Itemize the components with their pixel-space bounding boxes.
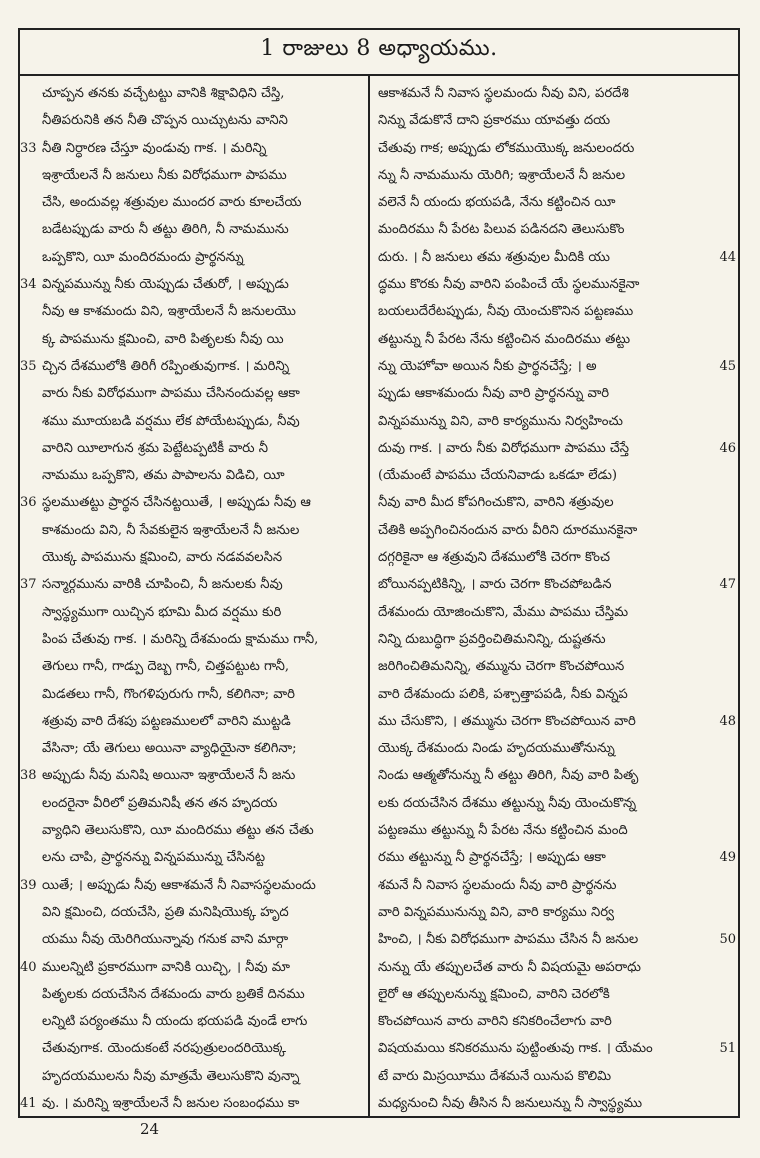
line-text: బయలుదేరేటప్పుడు, నీవు యెంచుకొనిన పట్టణము bbox=[378, 304, 634, 320]
text-line bbox=[372, 135, 738, 162]
text-line bbox=[372, 216, 738, 243]
line-text: వారి దేశమందు పలికి, పశ్చాత్తాపపడి, నీకు విన్నప bbox=[378, 686, 628, 702]
line-text: న్ను యెహోవా అయిన నీకు ప్రార్థనచేస్తే; । అ bbox=[378, 358, 597, 374]
text-line bbox=[20, 80, 366, 107]
page-header bbox=[18, 28, 740, 76]
line-text: హించి, । నీకు విరోధముగా పాపము చేసిన నీ జనుల bbox=[378, 932, 639, 948]
page-title: 1 రాజులు 8 అధ్యాయము. bbox=[260, 36, 498, 61]
line-text: బోయినప్పటికిన్ని, । వారు చెరగా కొంచపోబడిన bbox=[378, 577, 612, 593]
right-column bbox=[372, 80, 738, 1114]
line-text: సన్మార్గమును వారికి చూపించి, నీ జనులకు నీవు bbox=[42, 577, 283, 593]
text-line bbox=[20, 298, 366, 325]
line-text: దువు గాక. । వారు నీకు విరోధముగా పాపము చేస్తే bbox=[378, 440, 630, 456]
verse-number: 51 bbox=[719, 1041, 736, 1057]
line-text: వారిని యీలాగున శ్రమ పెట్టేటప్పటికీ వారు నీ bbox=[42, 440, 268, 456]
text-line bbox=[372, 1090, 738, 1114]
text-line bbox=[20, 380, 366, 407]
text-line bbox=[372, 872, 738, 899]
line-text: చేతువుగాక. యెందుకంటే నరపుత్రులందరియొక్క bbox=[42, 1041, 286, 1057]
verse-number: 38 bbox=[20, 768, 37, 784]
verse-number: 44 bbox=[719, 249, 736, 265]
text-line bbox=[20, 926, 366, 953]
text-line bbox=[372, 489, 738, 516]
line-text: ఇశ్రాయేలనే నీ జనులు నీకు విరోధముగా పాపము bbox=[42, 167, 287, 183]
text-line bbox=[20, 735, 366, 762]
verse-number: 40 bbox=[20, 959, 37, 975]
line-text: నీతిపరునికి తన నీతి చొప్పన యిచ్చుటను వానిని bbox=[42, 113, 288, 129]
verse-number: 47 bbox=[719, 577, 736, 593]
line-text: ములన్నిటి ప్రకారముగా వానికి యిచ్చి, । నీవు మా bbox=[42, 959, 290, 975]
text-line bbox=[20, 599, 366, 626]
text-line bbox=[20, 1063, 366, 1090]
text-line bbox=[372, 981, 738, 1008]
text-line bbox=[372, 408, 738, 435]
line-text: జరిగించితిమనిన్ని, తమ్మును చెరగా కొంచపోయిన bbox=[378, 659, 625, 675]
verse-number: 35 bbox=[20, 358, 37, 374]
line-text: పితృలకు దయచేసిన దేశమందు వారు బ్రతికే దినము bbox=[42, 986, 305, 1002]
text-line bbox=[20, 408, 366, 435]
line-text: తట్టున్ను నీ పేరట నేను కట్టించిన మందిరము తట్టు bbox=[378, 331, 631, 347]
text-line bbox=[372, 435, 738, 462]
text-line bbox=[20, 353, 366, 380]
line-text: దురు. । నీ జనులు తమ శత్రువుల మీదికి యు bbox=[378, 249, 610, 265]
text-line bbox=[20, 517, 366, 544]
text-line bbox=[372, 80, 738, 107]
verse-number: 34 bbox=[20, 277, 37, 293]
line-text: కొంచపోయిన వారు వారిని కనికరించేలాగు వారి bbox=[378, 1014, 612, 1030]
line-text: విన్నపమున్ను నీకు యెప్పుడు చేతురో, । అప్పుడు bbox=[42, 277, 289, 293]
text-line bbox=[372, 954, 738, 981]
text-line bbox=[20, 899, 366, 926]
line-text: చ్చిన దేశములోకి తిరిగీ రప్పింతువుగాక. । మరిన్ని bbox=[42, 358, 290, 374]
text-line bbox=[20, 189, 366, 216]
verse-number: 37 bbox=[20, 577, 37, 593]
text-line bbox=[20, 1035, 366, 1062]
verse-number: 49 bbox=[719, 850, 736, 866]
line-text: అప్పుడు నీవు మనిషి అయినా ఇశ్రాయేలనే నీ జను bbox=[42, 768, 296, 784]
line-text: యొక్క దేశమందు నిండు హృదయముతోనున్ను bbox=[378, 741, 615, 757]
line-text: టే వారు మిస్రయీము దేశమనే యినుప కొలిమి bbox=[378, 1068, 612, 1084]
text-line bbox=[372, 107, 738, 134]
text-line bbox=[20, 981, 366, 1008]
line-text: లకు దయచేసిన దేశము తట్టున్ను నీవు యెంచుకొన్న bbox=[378, 795, 637, 811]
text-line bbox=[20, 817, 366, 844]
text-line bbox=[372, 271, 738, 298]
text-line bbox=[372, 571, 738, 598]
line-text: రము తట్టున్ను నీ ప్రార్థనచేస్తే; । అప్పుడు ఆకా bbox=[378, 850, 606, 866]
line-text: (యేమంటే పాపము చేయనివాడు ఒకడూ లేడు) bbox=[378, 468, 618, 484]
text-line bbox=[20, 326, 366, 353]
line-text: చేసి, అందువల్ల శత్రువుల ముందర వారు కూలచేయ bbox=[42, 195, 302, 211]
text-line bbox=[20, 107, 366, 134]
line-text: వారి విన్నపమునున్ను విని, వారి కార్యము నిర్వ bbox=[378, 904, 615, 920]
text-line bbox=[372, 244, 738, 271]
text-line bbox=[20, 216, 366, 243]
line-text: లన్నిటి పర్యంతము నీ యందు భయపడి వుండే లాగు bbox=[42, 1014, 308, 1030]
line-text: నీతి నిర్ధారణ చేస్తూ వుండువు గాక. । మరిన్ని bbox=[42, 140, 267, 156]
verse-number: 50 bbox=[719, 932, 736, 948]
text-line bbox=[20, 489, 366, 516]
text-line bbox=[372, 162, 738, 189]
line-text: వారు నీకు విరోధముగా పాపము చేసినందువల్ల ఆకా bbox=[42, 386, 300, 402]
line-text: లను చాపి, ప్రార్థనన్ను విన్నపమున్ను చేసినట్ట bbox=[42, 850, 266, 866]
text-line bbox=[372, 926, 738, 953]
line-text: పట్టణము తట్టున్ను నీ పేరట నేను కట్టించిన మంది bbox=[378, 823, 628, 839]
text-line bbox=[20, 762, 366, 789]
line-text: దేశమందు యోజించుకొని, మేము పాపము చేస్తిమ bbox=[378, 604, 629, 620]
page-number: 24 bbox=[140, 1120, 160, 1138]
text-line bbox=[372, 1008, 738, 1035]
text-line bbox=[20, 653, 366, 680]
text-line bbox=[20, 271, 366, 298]
line-text: విని క్షమించి, దయచేసి, ప్రతి మనిషియొక్క హృద bbox=[42, 904, 289, 920]
text-line bbox=[372, 544, 738, 571]
text-line bbox=[20, 571, 366, 598]
line-text: లందరైనా వీరిలో ప్రతిమనిషీ తన తన హృదయ bbox=[42, 795, 278, 811]
text-line bbox=[372, 899, 738, 926]
line-text: విషయమయి కనికరమును పుట్టింతువు గాక. । యేమం bbox=[378, 1041, 653, 1057]
text-line bbox=[372, 353, 738, 380]
line-text: హృదయములను నీవు మాత్రమే తెలుసుకొని వున్నా bbox=[42, 1068, 300, 1084]
text-line bbox=[372, 298, 738, 325]
line-text: శమనే నీ నివాస స్థలమందు నీవు వారి ప్రార్థనను bbox=[378, 877, 617, 893]
text-line bbox=[372, 762, 738, 789]
left-column bbox=[20, 80, 366, 1114]
line-text: నున్ను యే తప్పులచేత వారు నీ విషయమై అపరాధు bbox=[378, 959, 641, 975]
text-line bbox=[20, 162, 366, 189]
line-text: ఒప్పకొని, యీ మందిరమందు ప్రార్థనన్ను bbox=[42, 249, 244, 265]
text-line bbox=[372, 817, 738, 844]
line-text: నిన్ని దుబుద్ధిగా ప్రవర్తించితిమనిన్ని, దుష్టతను bbox=[378, 631, 606, 647]
line-text: శము మూయబడి వర్షము లేక పోయేటప్పుడు, నీవు bbox=[42, 413, 300, 429]
line-text: నీవు ఆ కాశమందు విని, ఇశ్రాయేలనే నీ జనులయొ bbox=[42, 304, 296, 320]
text-line bbox=[372, 1063, 738, 1090]
text-line bbox=[372, 735, 738, 762]
text-line bbox=[372, 380, 738, 407]
text-line bbox=[20, 681, 366, 708]
line-text: ప్పుడు ఆకాశమందు నీవు వారి ప్రార్థనన్ను వారి bbox=[378, 386, 610, 402]
line-text: శత్రువు వారి దేశపు పట్టణములలో వారిని ముట్టడి bbox=[42, 713, 291, 729]
line-text: యొక్క పాపమును క్షమించి, వారు నడవవలసిన bbox=[42, 550, 283, 566]
line-text: న్ను నీ నామమును యెరిగి; ఇశ్రాయేలనే నీ జనుల bbox=[378, 167, 626, 183]
verse-number: 33 bbox=[20, 140, 37, 156]
text-line bbox=[20, 435, 366, 462]
line-text: నిండు ఆత్మతోనున్ను నీ తట్టు తిరిగి, నీవు వారి పితృ bbox=[378, 768, 639, 784]
line-text: క్క పాపమును క్షమించి, వారి పితృలకు నీవు యి bbox=[42, 331, 284, 347]
line-text: వేసినా; యే తెగులు అయినా వ్యాధియైనా కలిగినా; bbox=[42, 741, 297, 757]
line-text: వలెనే నీ యందు భయపడి, నేను కట్టించిన యీ bbox=[378, 195, 616, 211]
line-text: బడేటప్పుడు వారు నీ తట్టు తిరిగి, నీ నామమును bbox=[42, 222, 289, 238]
line-text: తెగులు గానీ, గాడ్పు దెబ్బ గానీ, చిత్తపట్టుట గానీ, bbox=[42, 659, 290, 675]
line-text: స్వాస్థ్యముగా యిచ్చిన భూమి మీద వర్షము కురి bbox=[42, 604, 282, 620]
line-text: నామము ఒప్పకొని, తమ పాపాలను విడిచి, యీ bbox=[42, 468, 285, 484]
text-line bbox=[20, 1090, 366, 1114]
text-line bbox=[20, 708, 366, 735]
text-line bbox=[20, 135, 366, 162]
line-text: మధ్యనుంచి నీవు తీసిన నీ జనులున్ను నీ స్వాస్థ్యము bbox=[378, 1095, 643, 1111]
text-line bbox=[372, 189, 738, 216]
text-line bbox=[372, 790, 738, 817]
text-line bbox=[20, 790, 366, 817]
line-text: చూప్పన తనకు వచ్చేటట్టు వానికి శిక్షావిధిని చేస్తి, bbox=[42, 86, 285, 101]
text-line bbox=[372, 599, 738, 626]
text-line bbox=[20, 844, 366, 871]
verse-number: 39 bbox=[20, 877, 37, 893]
line-text: పింప చేతువు గాక. । మరిన్ని దేశమందు క్షామము గానీ, bbox=[42, 631, 319, 647]
text-line bbox=[372, 653, 738, 680]
text-line bbox=[20, 626, 366, 653]
text-line bbox=[20, 954, 366, 981]
line-text: దగ్గరికైనా ఆ శత్రువుని దేశములోకి చెరగా కొంచ bbox=[378, 550, 610, 566]
line-text: ఆకాశమనే నీ నివాస స్థలమందు నీవు విని, పరదేశి bbox=[378, 86, 629, 101]
text-line bbox=[372, 326, 738, 353]
line-text: లైరో ఆ తప్పులనున్ను క్షమించి, వారిని చెరలోకి bbox=[378, 986, 610, 1002]
line-text: మిడతలు గానీ, గొంగళిపురుగు గానీ, కలిగినా; వారి bbox=[42, 686, 295, 702]
verse-number: 46 bbox=[719, 440, 736, 456]
line-text: యితే; । అప్పుడు నీవు ఆకాశమనే నీ నివాసస్థలమందు bbox=[42, 877, 316, 893]
text-line bbox=[372, 517, 738, 544]
line-text: నిన్ను వేడుకొనే దాని ప్రకారము యావత్తు దయ bbox=[378, 113, 611, 129]
line-text: మందిరము నీ పేరట పిలువ పడినదని తెలుసుకొం bbox=[378, 222, 625, 238]
text-line bbox=[372, 708, 738, 735]
line-text: విన్నపమున్ను విని, వారి కార్యమును నిర్వహించు bbox=[378, 413, 623, 429]
text-line bbox=[372, 1035, 738, 1062]
verse-number: 41 bbox=[20, 1095, 37, 1111]
line-text: కాశమందు విని, నీ సేవకులైన ఇశ్రాయేలనే నీ జనుల bbox=[42, 522, 300, 538]
line-text: వ్యాధిని తెలుసుకొని, యీ మందిరము తట్టు తన చేతు bbox=[42, 823, 314, 839]
text-line bbox=[20, 244, 366, 271]
verse-number: 48 bbox=[719, 713, 736, 729]
line-text: స్థలముతట్టు ప్రార్థన చేసినట్టయితే, । అప్పుడు నీవు ఆ bbox=[42, 495, 311, 511]
text-line bbox=[372, 844, 738, 871]
line-text: చేతికి అప్పగించినందున వారు వీరిని దూరమునకైనా bbox=[378, 522, 638, 538]
line-text: చేతువు గాక; అప్పుడు లోకముయొక్క జనులందరు bbox=[378, 140, 635, 156]
text-line bbox=[20, 462, 366, 489]
line-text: నీవు వారి మీద కోపగించుకొని, వారిని శత్రువుల bbox=[378, 495, 614, 511]
text-line bbox=[372, 462, 738, 489]
line-text: వు. । మరిన్ని ఇశ్రాయేలనే నీ జనుల సంబంధము కా bbox=[42, 1095, 300, 1111]
text-line bbox=[20, 872, 366, 899]
text-line bbox=[20, 544, 366, 571]
verse-number: 45 bbox=[719, 358, 736, 374]
line-text: యము నీవు యెరిగియున్నావు గనుక వాని మార్గా bbox=[42, 932, 289, 948]
text-line bbox=[372, 681, 738, 708]
verse-number: 36 bbox=[20, 495, 37, 511]
text-line bbox=[372, 626, 738, 653]
line-text: ద్ధము కొరకు నీవు వారిని పంపించే యే స్థలమునకైనా bbox=[378, 277, 640, 293]
column-divider bbox=[368, 76, 370, 1118]
text-line bbox=[20, 1008, 366, 1035]
line-text: ము చేసుకొని, । తమ్మును చెరగా కొంచపోయిన వారి bbox=[378, 713, 636, 729]
